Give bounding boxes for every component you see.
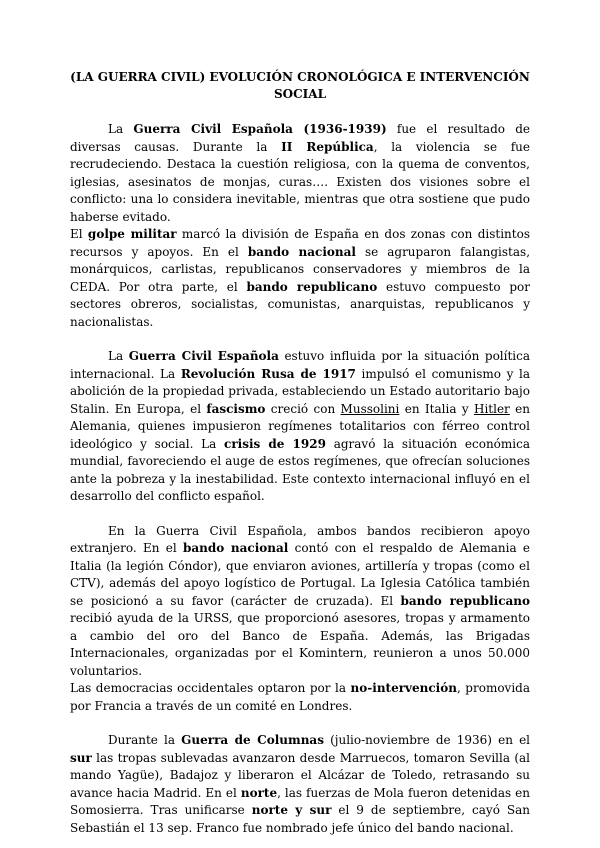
paragraph-international-context: La Guerra Civil Española estuvo influida por la situación política internacional. La Revolución Rusa de 1917 impulsó el comunismo y la abolición de la propiedad privada, estableciendo un Estado autoritario bajo Stalin. En Europa, el fascismo creció con Mussolini en Italia y Hitler en Alemania, quienes impusieron regímenes totalitarios con férreo control ideológico y social. La crisis de 1929 agravó la situación económica mundial, favoreciendo el auge de estos regímenes, que ofrecían soluciones ante la pobreza y la inestabilidad. Este contexto internacional influyó en el desarrollo del conflicto español. [70,349,530,503]
paragraph-coup: El golpe militar marcó la división de España en dos zonas con distintos recursos y apoyos. En el bando nacional se agruparon falangistas, monárquicos, carlistas, republicanos conservadores y miembros de la CEDA. Por otra parte, el bando republicano estuvo compuesto por sectores obreros, socialistas, comunistas, anarquistas, republicanos y nacionalistas. [70,227,531,329]
paragraph-causes: La Guerra Civil Española (1936-1939) fue el resultado de diversas causas. Durante la II República, la violencia se fue recrudeciendo. Destaca la cuestión religiosa, con la quema de conventos, iglesias, asesinatos de monjas, curas…. Existen dos visiones sobre el conflicto: una lo considera inevitable, mientras que otra sostiene que pudo haberse evitado. [70,122,531,224]
document-body [70,121,530,837]
document-title: (LA GUERRA CIVIL) EVOLUCIÓN CRONOLÓGICA E INTERVENCIÓN SOCIAL [70,70,530,101]
paragraph-war-of-columns: Durante la Guerra de Columnas (julio-noviembre de 1936) en el sur las tropas sublevadas avanzaron desde Marruecos, tomaron Sevilla (al mando Yagüe), Badajoz y liberaron el Alcázar de Toledo, retrasando su avance hacia Madrid. En el norte, las fuerzas de Mola fueron detenidas en Somosierra. Tras unificarse norte y sur el 9 de septiembre, cayó San Sebastián el 13 sep. Franco fue nombrado jefe único del bando nacional. [70,733,531,835]
paragraph-foreign-support: En la Guerra Civil Española, ambos bandos recibieron apoyo extranjero. En el bando nacional contó con el respaldo de Alemania e Italia (la legión Cóndor), que enviaron aviones, artillería y tropas (como el CTV), además del apoyo logístico de Portugal. La Iglesia Católica también se posicionó a su favor (carácter de cruzada). El bando republicano recibió ayuda de la URSS, que proporcionó asesores, tropas y armamento a cambio del oro del Banco de España. Además, las Brigadas Internacionales, organizadas por el Komintern, reunieron a unos 50.000 voluntarios. [70,523,531,678]
paragraph-non-intervention: Las democracias occidentales optaron por la no-intervención, promovida por Francia a través de un comité en Londres. [70,681,530,713]
